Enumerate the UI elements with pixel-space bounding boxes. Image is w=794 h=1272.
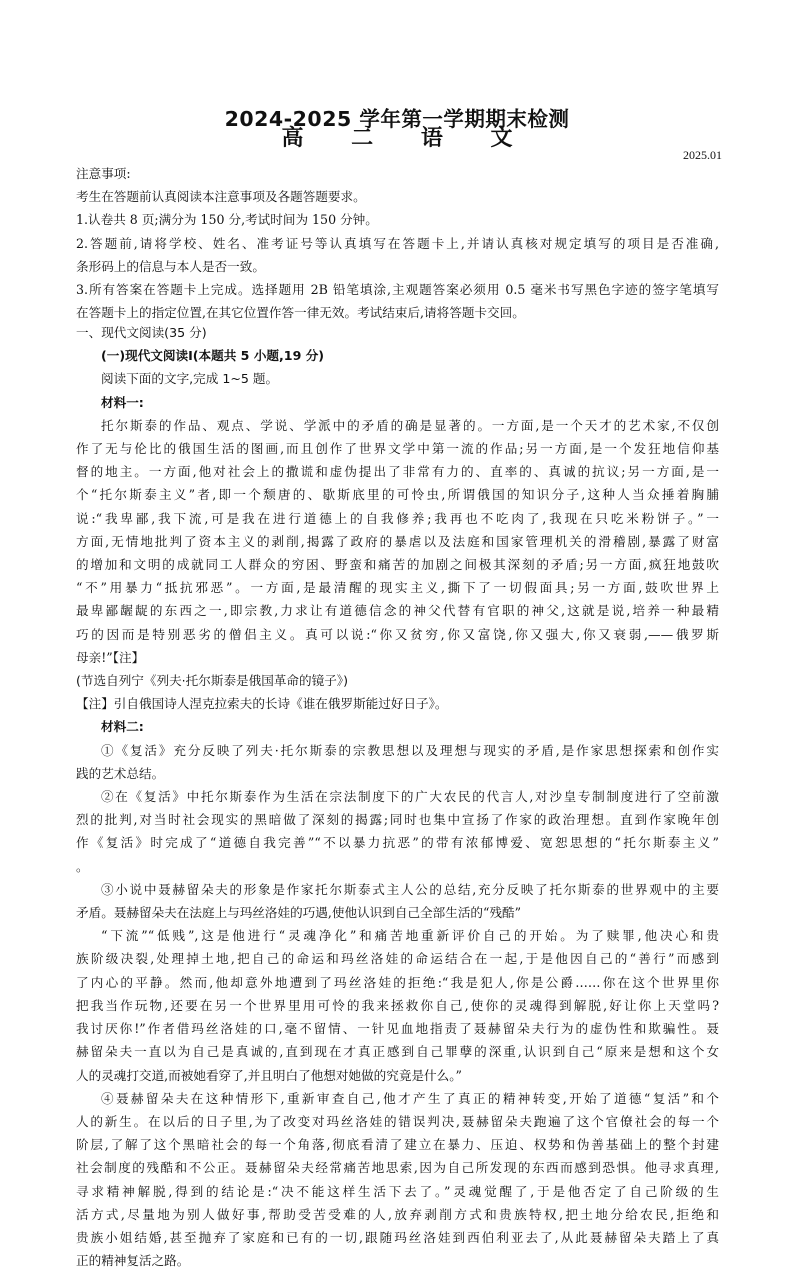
exam-date: 2025.01 — [683, 148, 722, 162]
material2-line: ④聂赫留朵夫在这种情形下,重新审查自己,他才产生了真正的精神转变,开始了道德“复活”和个 — [101, 1090, 719, 1106]
material2-line: 正的精神复活之路。 — [76, 1253, 190, 1269]
material2-line: 人的新生。在以后的日子里,为了改变对玛丝洛娃的错误判决,聂赫留朵夫跑遍了这个官僚社会的每一个 — [76, 1113, 719, 1129]
notice-section — [76, 162, 719, 324]
notice-line: 2.答题前,请将学校、姓名、准考证号等认真填写在答题卡上,并请认真核对规定填写的项目是否准确, — [76, 235, 719, 251]
material2-line: “下流”“低贱”,这是他进行“灵魂净化”和痛苦地重新评价自己的开始。为了赎罪,他决心和贵 — [101, 928, 719, 944]
material1-line: “不”用暴力“抵抗邪恶”。一方面,是最清醒的现实主义,撕下了一切假面具;另一方面,鼓吹世界上 — [76, 580, 719, 596]
material2-line: 人的灵魂打交道,而被她看穿了,并且明白了他想对她做的究竟是什么。” — [76, 1067, 462, 1083]
material1-source: (节选自列宁《列夫·托尔斯泰是俄国革命的镜子》) — [76, 673, 348, 689]
material2-line: 。 — [76, 858, 89, 874]
material2-line: ①《复活》充分反映了列夫·托尔斯泰的宗教思想以及理想与现实的矛盾,是作家思想探索和创作实 — [101, 742, 719, 758]
material1-line: 说:“我卑鄙,我下流,可是我在进行道德上的自我修养;我再也不吃肉了,我现在只吃米粉饼子。”一 — [76, 510, 719, 526]
notice-line: 考生在答题前认真阅读本注意事项及各题答题要求。 — [76, 189, 366, 205]
material1-line: 巧的因而是特别恶劣的僧侣主义。真可以说:“你又贫穷,你又富饶,你又强大,你又衰弱,——俄罗斯 — [76, 626, 719, 642]
reading-instruction: 阅读下面的文字,完成 1~5 题。 — [101, 371, 279, 387]
material2-line: 族阶级决裂,处理掉土地,把自己的命运和玛丝洛娃的命运结合在一起,于是他因自己的“善行”而感到 — [76, 951, 719, 967]
exam-title: 2024-2025 学年第一学期期末检测 — [224, 107, 570, 131]
material1-line: 方面,无情地批判了资本主义的剥削,揭露了政府的暴虐以及法庭和国家管理机关的滑稽剧,暴露了财富 — [76, 533, 719, 549]
material2-line: 我讨厌你!”作者借玛丝洛娃的口,毫不留情、一针见血地指责了聂赫留朵夫行为的虚伪性和欺骗性。聂 — [76, 1021, 719, 1037]
material2-line: 赫留朵夫一直以为自己是真诚的,直到现在才真正感到自己罪孽的深重,认识到自己“原来是想和这个女 — [76, 1044, 719, 1060]
notice-line: 在答题卡上的指定位置,在其它位置作答一律无效。考试结束后,请将答题卡交回。 — [76, 305, 525, 321]
material1-line: 作了无与伦比的俄国生活的图画,而且创作了世界文学中第一流的作品;另一方面,是一个发狂地信仰基 — [76, 441, 719, 457]
material2-line: 作《复活》时完成了“道德自我完善”“不以暴力抗恶”的带有浓郁博爱、宽恕思想的“托尔斯泰主义” — [76, 835, 719, 851]
material1-line: 母亲!”【注】 — [76, 649, 145, 665]
material2-line: 烈的批判,对当时社会现实的黑暗做了深刻的揭露;同时也集中宣扬了作家的政治理想。直到作家晚年创 — [76, 812, 719, 828]
notice-line: 3.所有答案在答题卡上完成。选择题用 2B 铅笔填涂,主观题答案必须用 0.5 毫米书写黑色字迹的签字笔填写 — [76, 282, 719, 298]
material2-line: 寻求精神解脱,得到的结论是:“决不能这样生活下去了。”灵魂觉醒了,于是他否定了自己阶级的生 — [76, 1183, 719, 1199]
material2-label: 材料二: — [101, 719, 144, 735]
subsection-heading: (一)现代文阅读Ⅰ(本题共 5 小题,19 分) — [101, 348, 325, 364]
material2-line: 贵族小姐结婚,甚至抛弃了家庭和已有的一切,跟随玛丝洛娃到西伯利亚去了,从此聂赫留朵夫踏上了真 — [76, 1229, 719, 1245]
material1-label: 材料一: — [101, 394, 144, 410]
material1-line: 的增加和文明的成就同工人群众的穷困、野蛮和痛苦的加剧之间极其深刻的矛盾;另一方面,疯狂地鼓吹 — [76, 557, 719, 573]
material1-line: 最卑鄙龌龊的东西之一,即宗教,力求让有道德信念的神父代替有官职的神父,这就是说,培养一种最精 — [76, 603, 719, 619]
material2-line: ③小说中聂赫留朵夫的形象是作家托尔斯泰式主人公的总结,充分反映了托尔斯泰的世界观中的主要 — [101, 881, 719, 897]
subject-title: 高 二 语 文 — [281, 125, 533, 151]
material1-note: 【注】引自俄国诗人涅克拉索夫的长诗《谁在俄罗斯能过好日子》。 — [76, 696, 448, 712]
notice-line: 条形码上的信息与本人是否一致。 — [76, 258, 265, 274]
material2-line: 矛盾。聂赫留朵夫在法庭上与玛丝洛娃的巧遇,使他认识到自己全部生活的“残酷” — [76, 905, 522, 921]
material2-line: 阶层,了解了这个黑暗社会的每一个角落,彻底看清了建立在暴力、压迫、权势和伪善基础上的整个封建 — [76, 1137, 719, 1153]
material2-line: 了内心的平静。然而,他却意外地遭到了玛丝洛娃的拒绝:“我是犯人,你是公爵……你在这个世界里你 — [76, 974, 719, 990]
material2-line: ②在《复活》中托尔斯泰作为生活在宗法制度下的广大农民的代言人,对沙皇专制制度进行了空前激 — [101, 789, 719, 805]
section-heading: 一、现代文阅读(35 分) — [76, 325, 207, 340]
material1-line: 督的地主。一方面,他对社会上的撒谎和虚伪提出了非常有力的、直率的、真诚的抗议;另一方面,是一 — [76, 464, 719, 480]
notice-line: 1.认卷共 8 页;满分为 150 分,考试时间为 150 分钟。 — [76, 212, 378, 228]
material2-line: 活方式,尽量地为别人做好事,帮助受苦受难的人,放弃剥削方式和贵族特权,把土地分给农民,拒绝和 — [76, 1206, 719, 1222]
material2-line: 把我当作玩物,还要在另一个世界里用可怜的我来拯救你自己,使你的灵魂得到解脱,好让你上天堂吗? — [76, 997, 719, 1013]
reading-section — [76, 321, 719, 1272]
notice-heading: 注意事项: — [76, 166, 131, 181]
material2-line: 社会制度的残酷和不公正。聂赫留朵夫经常痛苦地思索,因为自己所发现的东西而感到恐惧。他寻求真理, — [76, 1160, 719, 1176]
material1-line: 个“托尔斯泰主义”者,即一个颓唐的、歇斯底里的可怜虫,所谓俄国的知识分子,这种人当众捶着胸脯 — [76, 487, 719, 503]
material1-line: 托尔斯泰的作品、观点、学说、学派中的矛盾的确是显著的。一方面,是一个天才的艺术家,不仅创 — [101, 417, 719, 433]
material2-line: 践的艺术总结。 — [76, 765, 165, 781]
